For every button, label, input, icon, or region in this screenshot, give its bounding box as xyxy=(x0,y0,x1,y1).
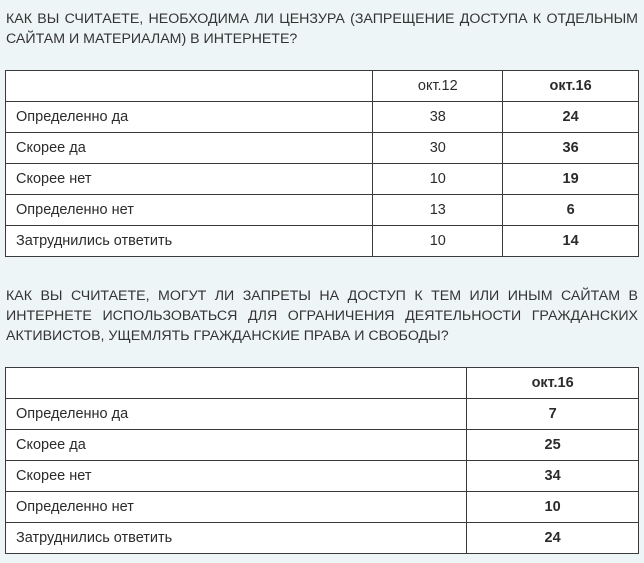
value-oct16: 24 xyxy=(503,102,639,133)
row-label: Затруднились ответить xyxy=(6,226,373,257)
table-row xyxy=(6,461,639,492)
survey2-table xyxy=(5,367,639,554)
value-oct16: 24 xyxy=(467,523,639,554)
value-oct16: 25 xyxy=(467,430,639,461)
row-label: Определенно да xyxy=(6,399,467,430)
value-oct16: 19 xyxy=(503,164,639,195)
table-row xyxy=(6,195,639,226)
table-row xyxy=(6,523,639,554)
row-label: Скорее да xyxy=(6,430,467,461)
table-row xyxy=(6,399,639,430)
row-label: Определенно нет xyxy=(6,195,373,226)
row-label: Определенно да xyxy=(6,102,373,133)
value-oct12: 10 xyxy=(373,164,503,195)
value-oct12: 13 xyxy=(373,195,503,226)
value-oct16: 7 xyxy=(467,399,639,430)
row-label: Скорее да xyxy=(6,133,373,164)
value-oct16: 10 xyxy=(467,492,639,523)
header-empty-cell xyxy=(6,71,373,102)
table-row xyxy=(6,102,639,133)
header-empty-cell xyxy=(6,368,467,399)
table-row xyxy=(6,226,639,257)
column-header-oct16: окт.16 xyxy=(503,71,639,102)
table-header-row xyxy=(6,71,639,102)
value-oct16: 34 xyxy=(467,461,639,492)
value-oct16: 36 xyxy=(503,133,639,164)
value-oct12: 10 xyxy=(373,226,503,257)
survey1-table xyxy=(5,70,639,257)
value-oct16: 6 xyxy=(503,195,639,226)
value-oct12: 30 xyxy=(373,133,503,164)
column-header-oct16: окт.16 xyxy=(467,368,639,399)
value-oct12: 38 xyxy=(373,102,503,133)
table-row xyxy=(6,492,639,523)
value-oct16: 14 xyxy=(503,226,639,257)
row-label: Скорее нет xyxy=(6,461,467,492)
row-label: Затруднились ответить xyxy=(6,523,467,554)
table-row xyxy=(6,164,639,195)
table-row xyxy=(6,430,639,461)
column-header-oct12: окт.12 xyxy=(373,71,503,102)
table-header-row xyxy=(6,368,639,399)
row-label: Скорее нет xyxy=(6,164,373,195)
table-row xyxy=(6,133,639,164)
survey1-question: КАК ВЫ СЧИТАЕТЕ, НЕОБХОДИМА ЛИ ЦЕНЗУРА (ЗАПРЕЩЕНИЕ ДОСТУПА К ОТДЕЛЬНЫМ САЙТАМ И МАТЕРИАЛАМ) В ИНТЕРНЕТЕ? xyxy=(6,11,638,47)
survey2-question: КАК ВЫ СЧИТАЕТЕ, МОГУТ ЛИ ЗАПРЕТЫ НА ДОСТУП К ТЕМ ИЛИ ИНЫМ САЙТАМ В ИНТЕРНЕТЕ ИСПОЛЬЗОВАТЬСЯ ДЛЯ ОГРАНИЧЕНИЯ ДЕЯТЕЛЬНОСТИ ГРАЖДАНСКИХ АКТИВИСТОВ, УЩЕМЛЯТЬ ГРАЖДАНСКИЕ ПРАВА И СВОБОДЫ? xyxy=(6,288,638,344)
row-label: Определенно нет xyxy=(6,492,467,523)
